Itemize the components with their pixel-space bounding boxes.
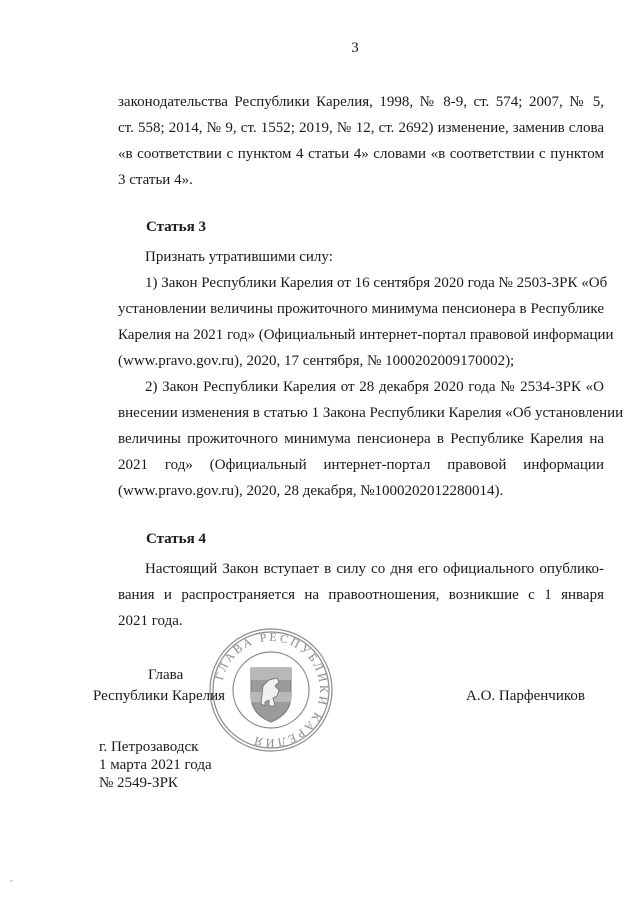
- text-line: Карелия на 2021 год» (Официальный интернет-портал правовой информации: [118, 327, 614, 343]
- article-3-heading: Статья 3: [146, 219, 206, 235]
- page-number: 3: [351, 40, 359, 56]
- signature-title-line2: Республики Карелия: [93, 688, 226, 704]
- scan-artifact: [10, 880, 13, 882]
- text-line: величины прожиточного минимума пенсионера в Республике Карелия на: [118, 431, 604, 447]
- article-4-body: [118, 556, 604, 634]
- text-line: Настоящий Закон вступает в силу со дня его официального опублико-: [145, 561, 604, 577]
- coat-of-arms-icon: [251, 668, 291, 722]
- city: г. Петрозаводск: [99, 739, 199, 755]
- signature-title-line1: Глава: [148, 667, 184, 683]
- text-line: 2021 года.: [118, 613, 183, 629]
- text-line: внесении изменения в статью 1 Закона Республики Карелия «Об установлении: [118, 405, 624, 421]
- text-line: 2) Закон Республики Карелия от 28 декабря 2020 года № 2534-ЗРК «О: [145, 379, 604, 395]
- article-3-body: [118, 244, 624, 504]
- article-3-lead: Признать утратившими силу:: [145, 249, 333, 265]
- text-line: вания и распространяется на правоотношения, возникшие с 1 января: [118, 587, 604, 603]
- intro-paragraph: [118, 89, 604, 193]
- text-line: «в соответствии с пунктом 4 статьи 4» словами «в соответствии с пунктом: [118, 146, 604, 162]
- text-line: законодательства Республики Карелия, 1998, № 8-9, ст. 574; 2007, № 5,: [118, 94, 604, 110]
- signatory-name: А.О. Парфенчиков: [466, 688, 585, 704]
- text-line: установлении величины прожиточного минимума пенсионера в Республике: [118, 301, 604, 317]
- text-line: 2021 год» (Официальный интернет-портал правовой информации: [118, 457, 604, 473]
- text-line: 3 статьи 4».: [118, 172, 193, 188]
- law-number: № 2549-ЗРК: [99, 775, 178, 791]
- text-line: (www.pravo.gov.ru), 2020, 28 декабря, №1000202012280014).: [118, 483, 504, 499]
- text-line: (www.pravo.gov.ru), 2020, 17 сентября, № 1000202009170002);: [118, 353, 515, 369]
- law-date: 1 марта 2021 года: [99, 757, 212, 773]
- text-line: 1) Закон Республики Карелия от 16 сентября 2020 года № 2503-ЗРК «Об: [145, 275, 608, 291]
- article-4-heading: Статья 4: [146, 531, 206, 547]
- text-line: ст. 558; 2014, № 9, ст. 1552; 2019, № 12, ст. 2692) изменение, заменив слова: [118, 120, 604, 136]
- official-seal: [207, 626, 335, 754]
- seal-text-path: ГЛАВА РЕСПУБЛИКИ КАРЕЛИЯ: [212, 629, 332, 751]
